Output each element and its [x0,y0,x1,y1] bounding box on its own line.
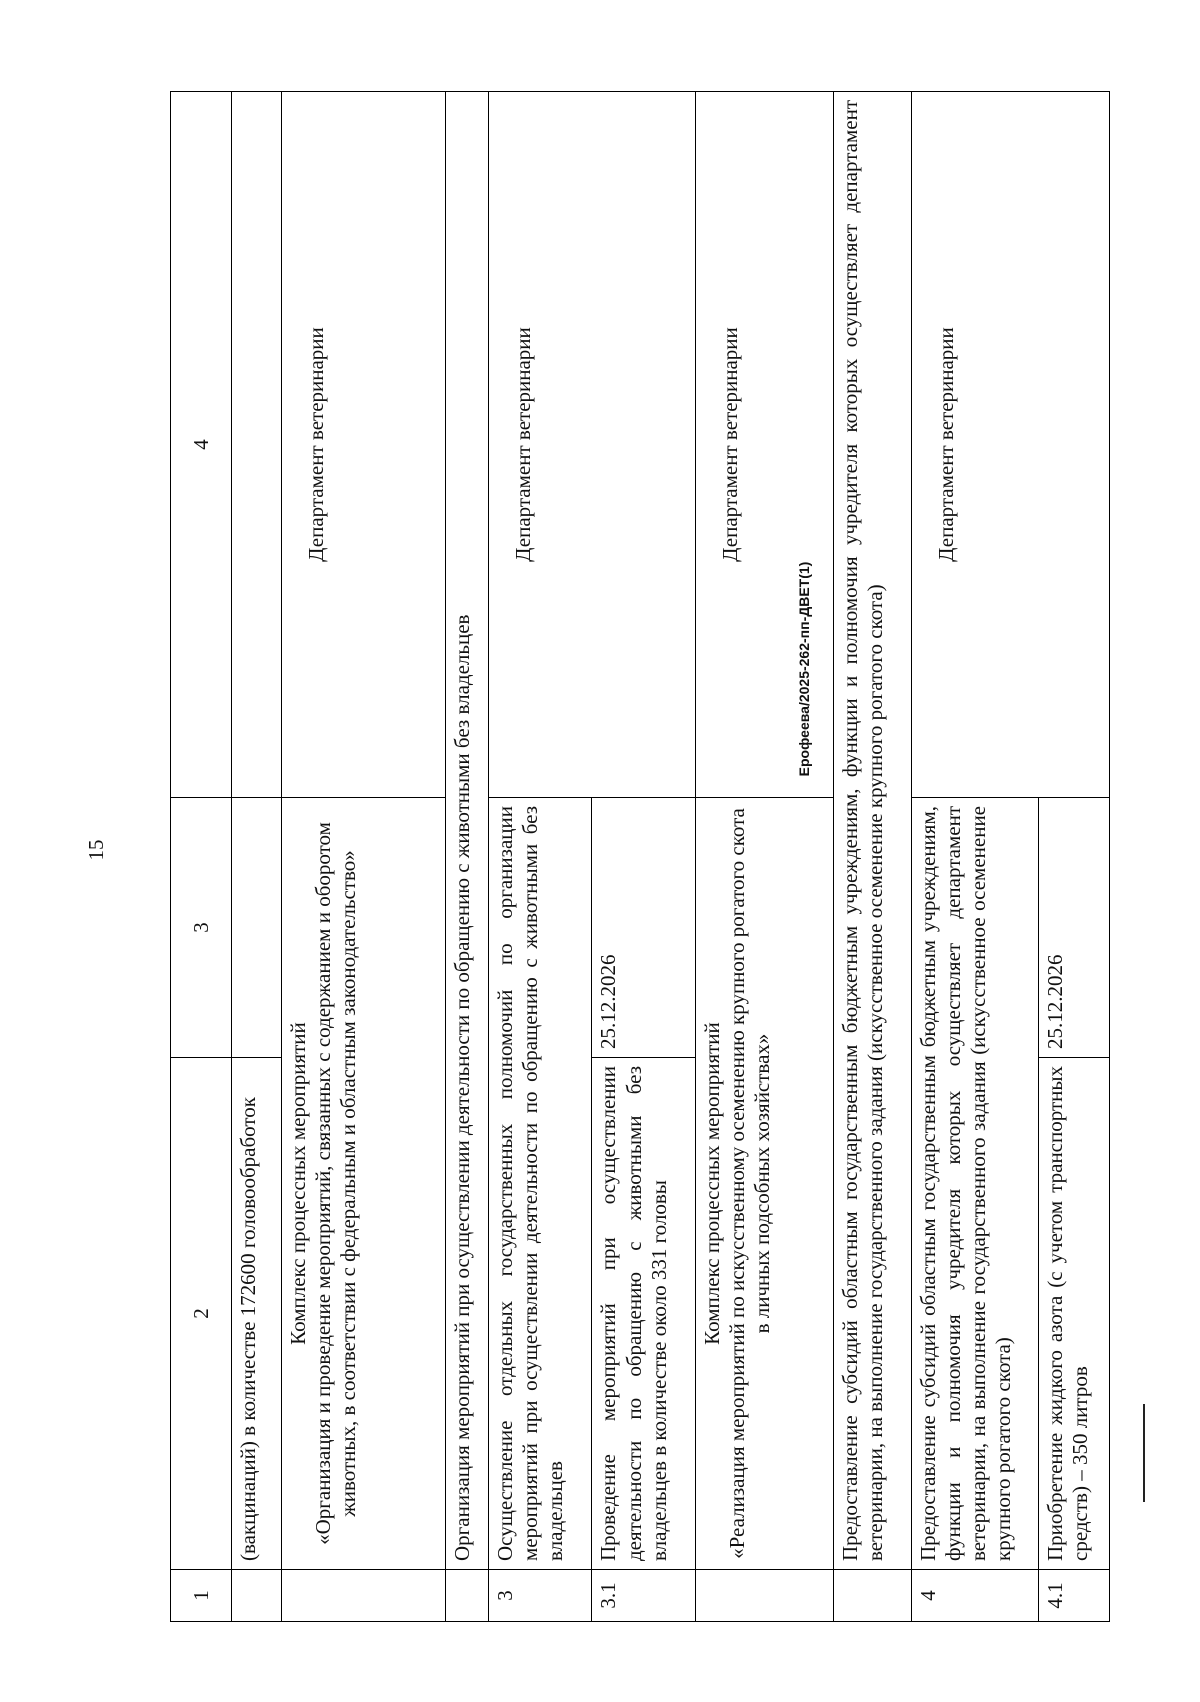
row-responsible: Департамент ветеринарии [695,92,833,798]
row-measure: Проведение мероприятий при осуществлении деятельности по обращению с животными без владельцев в количестве около 331 головы [592,1058,695,1570]
row-responsible [232,92,282,798]
row-date: 25.12.2026 [592,798,695,1058]
row-responsible: Департамент ветеринарии [911,92,1109,798]
section-title: Организация мероприятий при осуществлении деятельности по обращению с животными без владельцев [445,92,488,1570]
section-title: Предоставление субсидий областным государственным бюджетным учреждениям, функции и полномочия учредителя которых осуществляет департамент ветеринарии, на выполнение государственного задания (искусственное осеменение крупного рогатого скота) [833,92,911,1570]
table-row [232,92,282,1622]
header-col-2: 2 [171,1058,232,1570]
footnote-separator [1143,1404,1145,1502]
complex-row [282,92,446,1622]
row-num: 4.1 [1038,1570,1109,1622]
complex-title: Комплекс процессных мероприятий [286,1022,311,1345]
row-num: 3.1 [592,1570,695,1622]
row-measure: Предоставление субсидий областным государственным бюджетным учреждениям, функции и полномочия учредителя которых осуществляет департамент ветеринарии, на выполнение государственного задания (искусственное осеменение крупного рогатого скота) [911,798,1038,1570]
measures-table [170,91,1110,1622]
row-responsible: Департамент ветеринарии [488,92,695,798]
row-measure: Приобретение жидкого азота (с учетом транспортных средств) – 350 литров [1038,1058,1109,1570]
row-num [833,1570,911,1622]
row-responsible: Департамент ветеринарии [282,92,446,798]
complex-name: «Организация и проведение мероприятий, связанных с содержанием и оборотом животных, в соответствии с федеральным и областным законодательство» [311,822,361,1545]
row-measure: Осуществление отдельных государственных полномочий по организации мероприятий при осуществлении деятельности по обращению с животными без владельцев [488,798,591,1570]
header-col-3: 3 [171,798,232,1058]
section-row [833,92,911,1622]
row-num [445,1570,488,1622]
header-col-4: 4 [171,92,232,798]
section-row [445,92,488,1622]
document-footer: Ерофеева/2025-262-пп-ДВЕТ(1) [796,561,812,777]
complex-name: «Реализация мероприятий по искусственному осеменению крупного рогатого скота в личных подсобных хозяйствах» [725,808,775,1559]
table-header-row [171,92,232,1622]
table-row [911,92,1038,1622]
row-num [695,1570,833,1622]
row-num: 4 [911,1570,1038,1622]
row-measure: (вакцинаций) в количестве 172600 головообработок [232,1058,282,1570]
complex-title: Комплекс процессных мероприятий [699,1022,724,1345]
complex-cell [282,798,446,1570]
row-date [232,798,282,1058]
row-num [282,1570,446,1622]
complex-cell [695,798,833,1570]
row-num [232,1570,282,1622]
rotated-table-container [170,92,1110,1622]
row-date: 25.12.2026 [1038,798,1109,1058]
header-col-1: 1 [171,1570,232,1622]
page-number: 15 [84,839,108,861]
complex-row [695,92,833,1622]
row-num: 3 [488,1570,591,1622]
table-row [488,92,591,1622]
